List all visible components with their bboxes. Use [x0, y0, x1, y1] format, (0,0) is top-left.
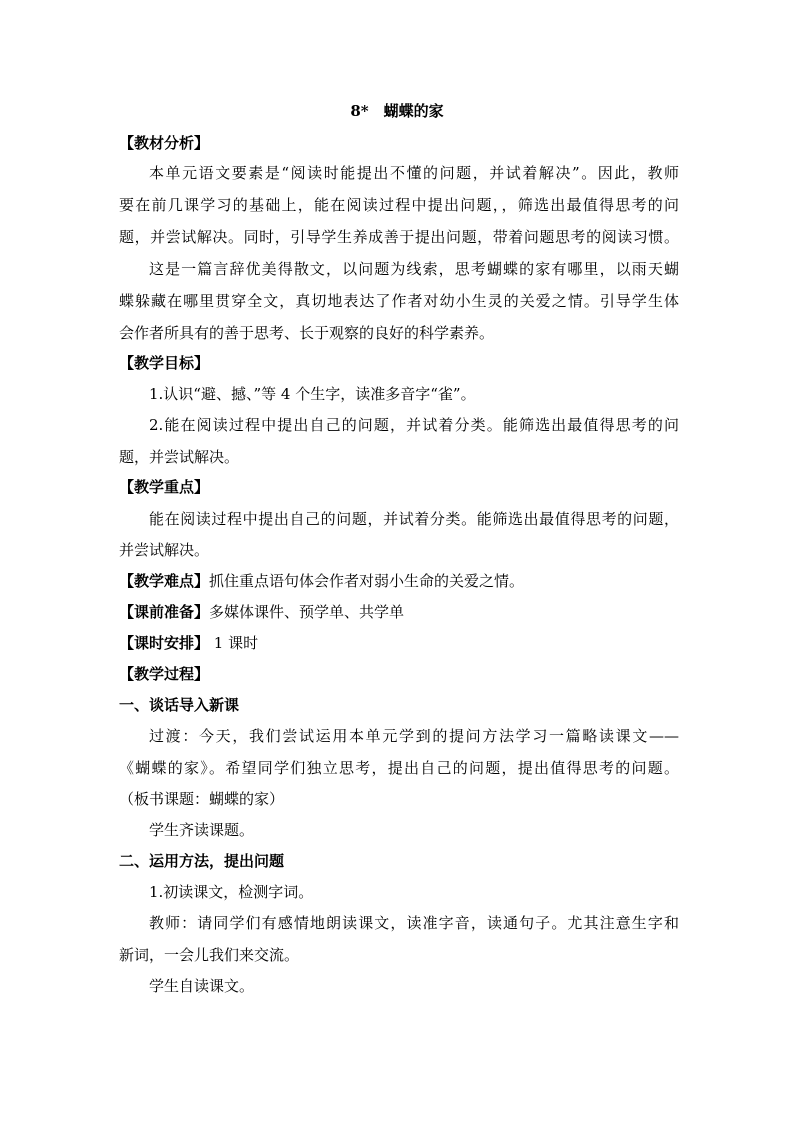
paragraph-line: 学生自读课文。	[149, 977, 255, 995]
schedule-row	[119, 633, 679, 653]
paragraph-line: 会作者所具有的善于思考、长于观察的良好的科学素养。	[119, 324, 495, 342]
paragraph-line: （板书课题：蝴蝶的家）	[119, 790, 285, 808]
list-item: 2.能在阅读过程中提出自己的问题，并试着分类。能筛选出最值得思考的问	[149, 416, 679, 434]
difficulty-row	[119, 571, 679, 591]
paragraph-line: 能在阅读过程中提出自己的问题，并试着分类。能筛选出最值得思考的问题，	[149, 510, 679, 528]
paragraph-line: 并尝试解决。	[119, 541, 210, 559]
paragraph-line: 题，并尝试解决。同时，引导学生养成善于提出问题，带着问题思考的阅读习惯。	[119, 228, 679, 246]
section-heading-objectives: 【教学目标】	[119, 354, 210, 372]
preparation-text: 多媒体课件、预学单、共学单	[209, 603, 405, 621]
paragraph-line: 教师：请同学们有感情地朗读课文，读准字音，读通句子。尤其注意生字和	[149, 914, 679, 932]
paragraph-line: 过渡：今天，我们尝试运用本单元学到的提问方法学习一篇略读课文——	[149, 727, 679, 745]
section-heading-difficulty: 【教学难点】	[119, 572, 210, 590]
paragraph-line: 这是一篇言辞优美得散文，以问题为线索，思考蝴蝶的家有哪里，以雨天蝴	[149, 260, 679, 278]
paragraph-line: 学生齐读课题。	[149, 821, 255, 839]
schedule-text: 1 课时	[209, 634, 259, 652]
paragraph-line: 蝶躲藏在哪里贯穿全文，真切地表达了作者对幼小生灵的关爱之情。引导学生体	[119, 292, 679, 310]
preparation-row	[119, 602, 679, 622]
section-heading-schedule: 【课时安排】	[119, 634, 210, 652]
subsection-heading-part1: 一、谈话导入新课	[119, 696, 240, 714]
paragraph-line: 要在前几课学习的基础上，能在阅读过程中提出问题，，筛选出最值得思考的问	[119, 196, 679, 214]
section-heading-material-analysis: 【教材分析】	[119, 134, 210, 152]
paragraph-line: 新词，一会儿我们来交流。	[119, 946, 300, 964]
difficulty-text: 抓住重点语句体会作者对弱小生命的关爱之情。	[209, 572, 525, 590]
paragraph-line: 《蝴蝶的家》。希望同学们独立思考，提出自己的问题，提出值得思考的问题。	[119, 759, 679, 777]
section-heading-preparation: 【课前准备】	[119, 603, 210, 621]
section-heading-key-points: 【教学重点】	[119, 478, 210, 496]
section-heading-process: 【教学过程】	[119, 665, 210, 683]
list-item: 1.初读课文，检测字词。	[149, 883, 314, 901]
paragraph-line: 本单元语文要素是“阅读时能提出不懂的问题，并试着解决”。因此，教师	[149, 164, 679, 182]
subsection-heading-part2: 二、运用方法，提出问题	[119, 852, 285, 870]
list-item-continuation: 题，并尝试解决。	[119, 448, 240, 466]
list-item: 1.认识“避、撼、”等 4 个生字，读准多音字“雀”。	[149, 385, 476, 403]
page-title: 8* 蝴蝶的家	[350, 102, 444, 120]
